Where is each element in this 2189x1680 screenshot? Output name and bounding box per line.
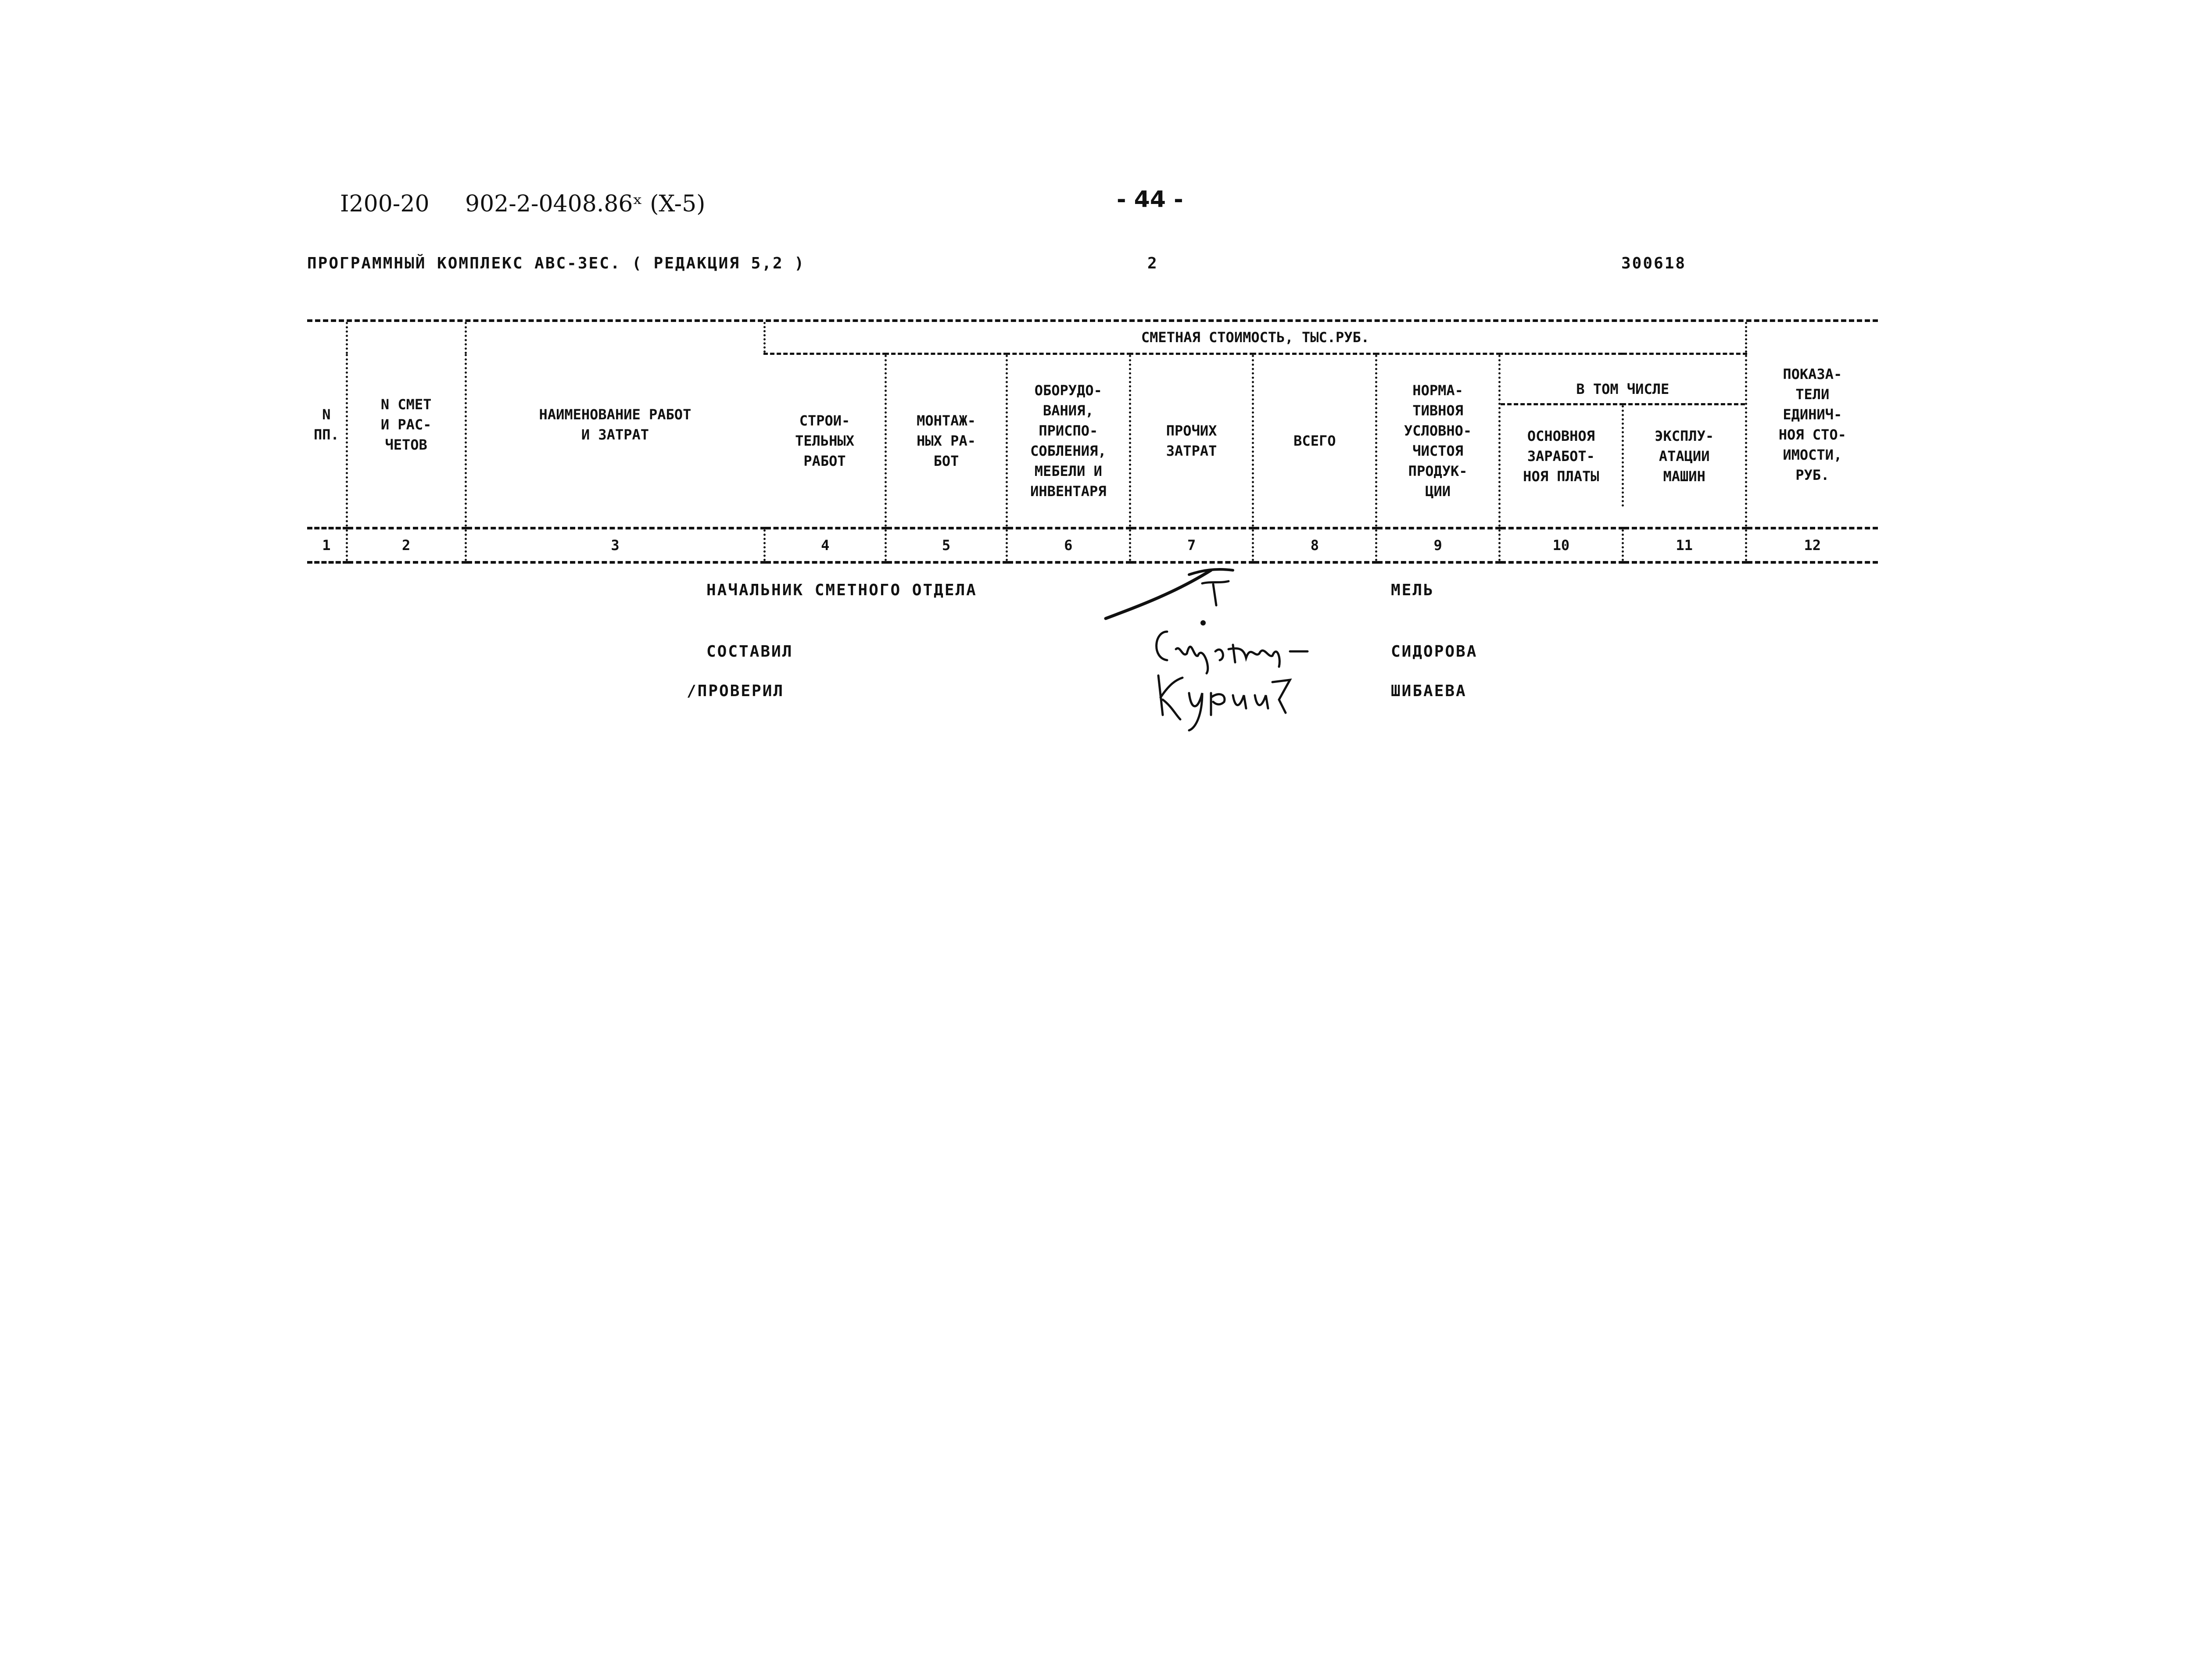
document-id: 300618 [1621, 254, 1687, 272]
col-number: 2 [347, 528, 466, 562]
header-total: ВСЕГО [1253, 354, 1376, 529]
header-row-number: N ПП. [313, 406, 339, 443]
chief-name: МЕЛЬ [1391, 581, 1434, 599]
header-machine-operation: ЭКСПЛУ- АТАЦИИ МАШИН [1623, 404, 1745, 507]
header-estimated-cost: СМЕТНАЯ СТОИМОСТЬ, ТЫС.РУБ. [765, 322, 1746, 354]
header-equipment: ОБОРУДО- ВАНИЯ, ПРИСПО- СОБЛЕНИЯ, МЕБЕЛИ И ИНВЕНТАРЯ [1007, 354, 1130, 529]
sheet-number: 2 [1147, 254, 1157, 272]
compiled-label: СОСТАВИЛ [706, 643, 793, 661]
col-number: 1 [307, 528, 347, 562]
header-base-salary: ОСНОВНОЯ ЗАРАБОТ- НОЯ ПЛАТЫ [1523, 427, 1599, 485]
header-including-group [1499, 354, 1746, 529]
col-number: 8 [1253, 528, 1376, 562]
header-including: В ТОМ ЧИСЛЕ [1501, 375, 1745, 404]
col-number: 7 [1130, 528, 1253, 562]
chief-label: НАЧАЛЬНИК СМЕТНОГО ОТДЕЛА [706, 581, 977, 599]
checked-name: ШИБАЕВА [1391, 682, 1467, 700]
col-number: 4 [765, 528, 886, 562]
header-installation: МОНТАЖ- НЫХ РА- БОТ [886, 354, 1007, 529]
header-work-name: НАИМЕНОВАНИЕ РАБОТ И ЗАТРАТ [466, 322, 765, 528]
compiled-name: СИДОРОВА [1391, 643, 1478, 661]
project-number: 902-2-0408.86ˣ (X-5) [465, 191, 706, 217]
col-number: 10 [1499, 528, 1623, 562]
col-number: 6 [1007, 528, 1130, 562]
header-estimate-number: N СМЕТ И РАС- ЧЕТОВ [347, 322, 466, 528]
header-normative-output: НОРМА- ТИВНОЯ УСЛОВНО- ЧИСТОЯ ПРОДУК- ЦИИ [1376, 354, 1500, 529]
checked-label: /ПРОВЕРИЛ [687, 682, 785, 700]
checked-signature-icon [1150, 667, 1299, 733]
col-number: 3 [466, 528, 765, 562]
document-code: I200-20 [340, 191, 430, 217]
header-other-costs: ПРОЧИХ ЗАТРАТ [1130, 354, 1253, 529]
chief-signature-icon [1101, 557, 1259, 627]
col-number: 9 [1376, 528, 1500, 562]
header-construction: СТРОИ- ТЕЛЬНЫХ РАБОТ [795, 412, 854, 469]
header-unit-cost: ПОКАЗА- ТЕЛИ ЕДИНИЧ- НОЯ СТО- ИМОСТИ, РУБ. [1746, 322, 1878, 528]
software-label: ПРОГРАММНЫЙ КОМПЛЕКС АВС-3ЕС. ( РЕДАКЦИЯ 5,2 ) [307, 254, 805, 272]
estimate-table [307, 319, 1878, 564]
col-number: 11 [1623, 528, 1746, 562]
col-number: 5 [886, 528, 1007, 562]
col-number: 12 [1746, 528, 1878, 562]
page-number: - 44 - [1117, 186, 1183, 213]
